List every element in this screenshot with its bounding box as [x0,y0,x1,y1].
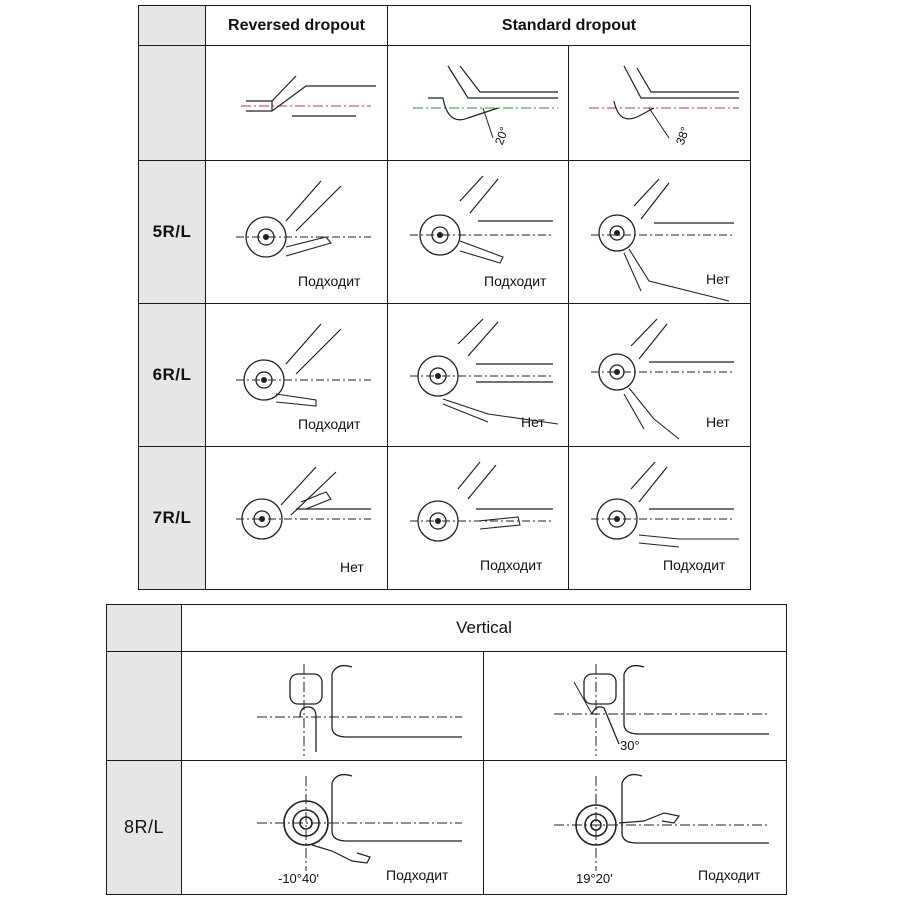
cell-7rl-reversed [205,446,388,590]
row-label-6rl: 6R/L [138,303,206,447]
cell-7rl-standard-20 [387,446,569,590]
verdict-6rl-reversed: Подходит [298,416,361,432]
cell-5rl-standard-38 [568,160,751,304]
cell-5rl-reversed [205,160,388,304]
verdict-7rl-standard-20: Подходит [480,557,543,573]
cell-6rl-reversed [205,303,388,447]
row-label-empty [138,45,206,161]
reversed-dropout-drawing [206,46,389,162]
verdict-5rl-standard-20: Подходит [484,273,547,289]
cell-6rl-standard-20 [387,303,569,447]
diagram-vertical-0 [181,651,484,761]
standard-dropout-20-drawing [388,46,570,162]
diagram-standard-dropout-20 [387,45,569,161]
header-standard-dropout: Standard dropout [387,5,751,46]
verdict-5rl-reversed: Подходит [298,273,361,289]
angle-label-neg10-40: -10°40' [278,871,319,886]
diagram-vertical-30 [483,651,787,761]
header-reversed-dropout: Reversed dropout [205,5,388,46]
angle-label-30: 30° [620,738,640,753]
cell-8rl-vertical-0 [181,760,484,895]
verdict-8rl-vertical-0: Подходит [386,867,449,883]
corner-cell-2 [106,604,182,652]
angle-label-19-20: 19°20' [576,871,613,886]
cell-7rl-standard-38 [568,446,751,590]
verdict-8rl-vertical-30: Подходит [698,867,761,883]
verdict-7rl-standard-38: Подходит [663,557,726,573]
row-label-7rl: 7R/L [138,446,206,590]
angle-label-38: 38° [673,124,693,147]
diagram-reversed-dropout [205,45,388,161]
verdict-7rl-reversed: Нет [340,559,364,575]
header-vertical: Vertical [181,604,787,652]
verdict-5rl-standard-38: Нет [706,271,730,287]
derailleur-7rl-standard20-drawing [388,447,570,591]
verdict-6rl-standard-20: Нет [521,414,545,430]
diagram-standard-dropout-38 [568,45,751,161]
row-label-empty-2 [106,651,182,761]
row-label-8rl: 8R/L [106,760,182,895]
verdict-6rl-standard-38: Нет [706,414,730,430]
row-label-5rl: 5R/L [138,160,206,304]
angle-label-20: 20° [492,124,512,147]
vertical-dropout-0-drawing [182,652,485,762]
corner-cell [138,5,206,46]
cell-6rl-standard-38 [568,303,751,447]
standard-dropout-38-drawing [569,46,752,162]
cell-5rl-standard-20 [387,160,569,304]
cell-8rl-vertical-30 [483,760,787,895]
